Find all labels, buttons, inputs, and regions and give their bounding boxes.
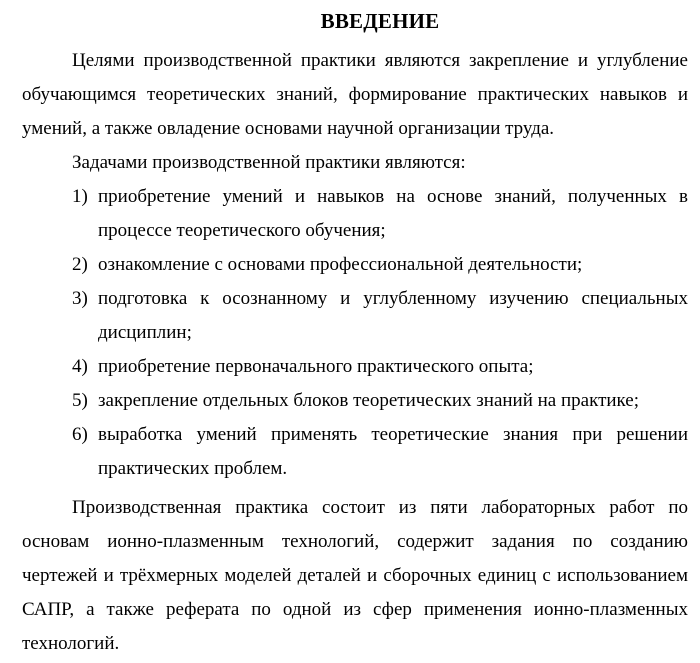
list-item-number: 3)	[72, 288, 88, 309]
intro-paragraph: Целями производственной практики являются закрепление и углубление обучающимся теоретических знаний, формирование практических навыков и умений, а также овладение основами научной организации труда.	[22, 50, 688, 139]
list-item-text: приобретение первоначального практического опыта;	[98, 356, 534, 377]
list-item-text: подготовка к осознанному и углубленному изучению специальных дисциплин;	[98, 288, 688, 343]
list-item	[22, 350, 688, 384]
list-item-text: выработка умений применять теоретические знания при решении практических проблем.	[98, 424, 688, 479]
list-item-number: 2)	[72, 254, 88, 275]
closing-paragraph: Производственная практика состоит из пяти лабораторных работ по основам ионно-плазменным технологий, содержит задания по созданию чертежей и трёхмерных моделей деталей и сборочных единиц с использованием САПР, а также реферата по одной из сфер применения ионно-плазменных технологий.	[22, 497, 688, 654]
list-item-text: закрепление отдельных блоков теоретических знаний на практике;	[98, 390, 640, 411]
list-item	[22, 248, 688, 282]
document-heading: ВВЕДЕНИЕ	[320, 9, 440, 33]
list-item-number: 1)	[72, 186, 88, 207]
list-item	[22, 418, 688, 486]
list-item-number: 5)	[72, 390, 88, 411]
list-item-text: приобретение умений и навыков на основе знаний, полученных в процессе теоретического обучения;	[98, 186, 688, 241]
list-item	[22, 180, 688, 248]
list-item-number: 4)	[72, 356, 88, 377]
tasks-list	[22, 180, 688, 486]
list-item-text: ознакомление с основами профессиональной деятельности;	[98, 254, 583, 275]
list-item	[22, 282, 688, 350]
list-item	[22, 384, 688, 418]
list-item-number: 6)	[72, 424, 88, 445]
tasks-lead-paragraph: Задачами производственной практики являются:	[72, 152, 466, 173]
